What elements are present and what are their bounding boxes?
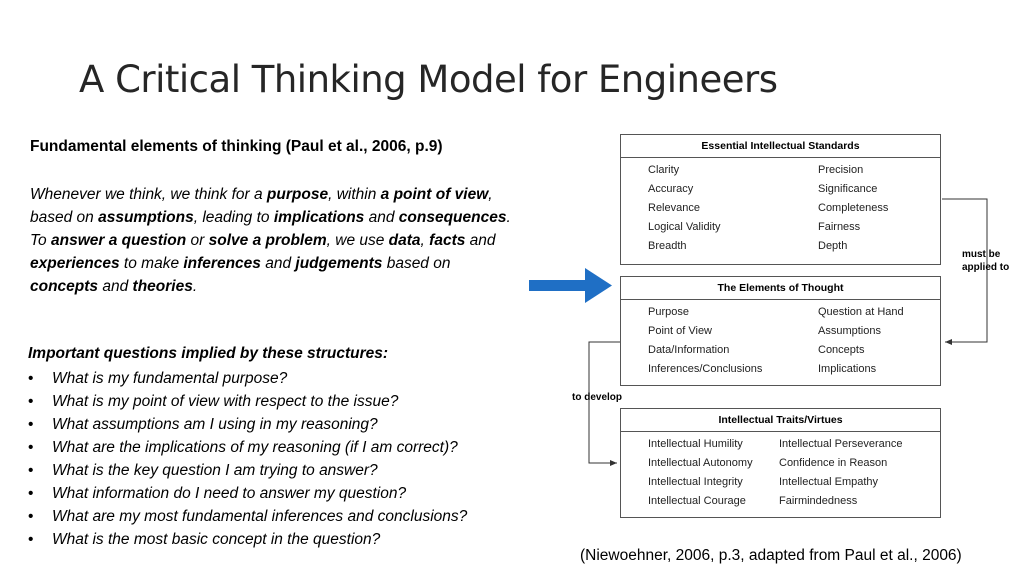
paragraph-text: . (192, 278, 198, 295)
traits-item: Intellectual Humility (648, 438, 743, 450)
bullet-icon: • (28, 531, 34, 548)
paragraph-text: and (364, 209, 399, 226)
key-term: data (388, 232, 421, 249)
bullet-icon: • (28, 439, 34, 456)
key-term: assumptions (98, 209, 194, 226)
question-text: What is my fundamental purpose? (52, 370, 288, 387)
elements-item: Point of View (648, 325, 713, 337)
traits-item: Intellectual Autonomy (648, 457, 753, 469)
standards-item: Depth (818, 240, 848, 252)
paragraph-text: and (465, 232, 496, 249)
question-text: What are the implications of my reasoning (if I am correct)? (52, 439, 458, 456)
paragraph-text: and (98, 278, 133, 295)
traits-title: Intellectual Traits/Virtues (621, 409, 940, 432)
paragraph-text: To (30, 232, 51, 249)
key-term: consequences (398, 209, 507, 226)
key-term: concepts (30, 278, 99, 295)
elements-item: Inferences/Conclusions (648, 363, 763, 375)
bullet-icon: • (28, 416, 34, 433)
bullet-icon: • (28, 485, 34, 502)
key-term: solve a problem (208, 232, 327, 249)
traits-item: Confidence in Reason (779, 457, 888, 469)
questions-heading: Important questions implied by these structures: (28, 345, 389, 362)
elements-item: Implications (818, 363, 877, 375)
paragraph-text: Whenever we think, we think for a (30, 186, 267, 203)
standards-item: Fairness (818, 221, 861, 233)
key-term: facts (429, 232, 466, 249)
elements-item: Question at Hand (818, 306, 904, 318)
key-term: purpose (266, 186, 329, 203)
standards-item: Breadth (648, 240, 687, 252)
slide-title: A Critical Thinking Model for Engineers (79, 58, 778, 101)
question-text: What information do I need to answer my question? (52, 485, 407, 502)
key-term: a point of view (380, 186, 489, 203)
paragraph-text: , we use (326, 232, 389, 249)
bullet-icon: • (28, 508, 34, 525)
traits-item: Fairmindedness (779, 495, 858, 507)
elements-box (620, 276, 941, 386)
key-term: answer a question (50, 232, 187, 249)
standards-item: Completeness (818, 202, 889, 214)
key-term: judgements (295, 255, 383, 272)
standards-item: Logical Validity (648, 221, 721, 233)
paragraph-text: , based on (30, 186, 493, 226)
citation: (Niewoehner, 2006, p.3, adapted from Paul et al., 2006) (580, 547, 962, 564)
paragraph-text: . (506, 209, 511, 226)
question-text: What is the key question I am trying to answer? (52, 462, 378, 479)
paragraph-text: and (260, 255, 296, 272)
key-term: theories (132, 278, 193, 295)
question-text: What is my point of view with respect to the issue? (52, 393, 399, 410)
question-text: What are my most fundamental inferences and conclusions? (52, 508, 468, 525)
standards-item: Precision (818, 164, 864, 176)
traits-box (620, 408, 941, 518)
standards-item: Clarity (648, 164, 680, 176)
paragraph-text: , leading to (193, 209, 274, 226)
elements-item: Data/Information (648, 344, 730, 356)
subheading: Fundamental elements of thinking (Paul et al., 2006, p.9) (30, 138, 443, 155)
standards-list (621, 158, 940, 256)
bullet-icon: • (28, 370, 34, 387)
elements-item: Concepts (818, 344, 865, 356)
bullet-icon: • (28, 393, 34, 410)
standards-item: Accuracy (648, 183, 694, 195)
traits-item: Intellectual Empathy (779, 476, 879, 488)
elements-item: Purpose (648, 306, 689, 318)
paragraph-text: to make (119, 255, 184, 272)
key-term: inferences (183, 255, 261, 272)
develop-label: to develop (572, 392, 623, 403)
traits-item: Intellectual Courage (648, 495, 746, 507)
key-term: experiences (30, 255, 120, 272)
paragraph-text: , within (328, 186, 381, 203)
standards-title: Essential Intellectual Standards (621, 135, 940, 158)
pointer-arrow-icon (529, 268, 612, 303)
paragraph-text: , (420, 232, 430, 249)
key-term: implications (273, 209, 365, 226)
standards-box (620, 134, 941, 265)
elements-list (621, 300, 940, 379)
standards-item: Significance (818, 183, 878, 195)
paragraph-text: or (186, 232, 209, 249)
bullet-icon: • (28, 462, 34, 479)
traits-item: Intellectual Perseverance (779, 438, 903, 450)
paragraph-text: based on (382, 255, 451, 272)
elements-item: Assumptions (818, 325, 881, 337)
standards-item: Relevance (648, 202, 700, 214)
elements-title: The Elements of Thought (621, 277, 940, 300)
traits-list (621, 432, 940, 511)
traits-item: Intellectual Integrity (648, 476, 743, 488)
question-text: What assumptions am I using in my reasoning? (52, 416, 378, 433)
applied-to-label: must be applied to (962, 249, 1010, 273)
question-text: What is the most basic concept in the question? (52, 531, 381, 548)
